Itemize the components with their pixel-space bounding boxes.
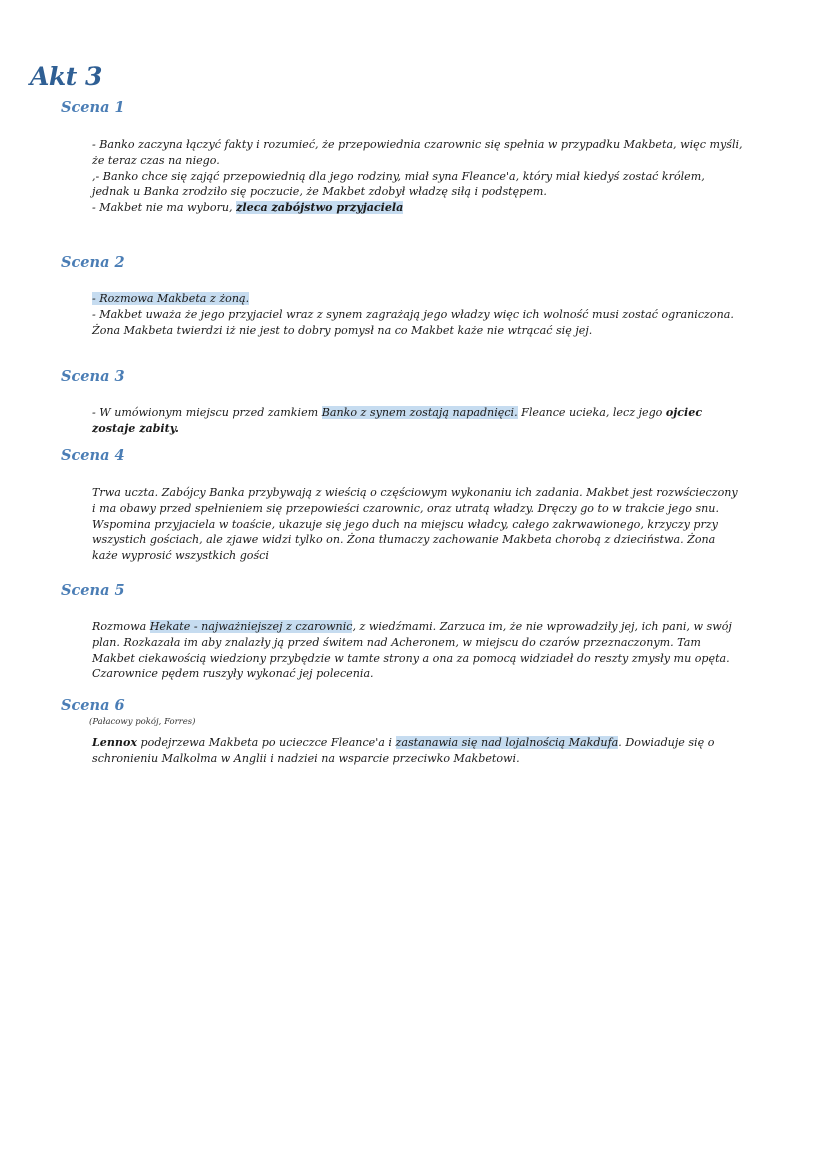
scene-2-paragraph-1: [92, 291, 744, 307]
scene-3-text-a: - W umówionym miejscu przed zamkiem: [92, 406, 322, 419]
scene-6-content: [92, 735, 744, 767]
scene-1-content: [92, 137, 744, 216]
scene-1-highlight: zleca zabójstwo przyjaciela: [236, 201, 404, 215]
scene-2-paragraph-2: - Makbet uważa że jego przyjaciel wraz z synem zagrażają jego władzy więc ich wolność musi zostać ograniczona. Żona Makbeta twierdzi iż nie jest to dobry pomysł na co Makbet każe nie wtrącać się jej.: [92, 307, 734, 337]
scene-5-content: [92, 619, 744, 682]
scene-6-highlight: zastanawia się nad lojalnością Makdufa: [395, 736, 619, 749]
scene-4-title: Scena 4: [61, 447, 125, 464]
scene-6-bold: Lennox: [92, 736, 138, 749]
scene-6-paragraph-1: [92, 735, 744, 767]
scene-3-text-b: Fleance ucieka, lecz jego: [517, 406, 666, 419]
scene-1-paragraph-1: - Banko zaczyna łączyć fakty i rozumieć, że przepowiednia czarownic się spełnia w przypadku Makbeta, więc myśli, że teraz czas na niego.: [92, 138, 743, 167]
scene-5-highlight: Hekate - najważniejszej z czarownic: [149, 620, 353, 633]
scene-5-title: Scena 5: [61, 582, 125, 599]
scene-2-content: [92, 291, 744, 338]
act-title: Akt 3: [30, 62, 102, 91]
scene-3-highlight: Banko z synem zostają napadnięci.: [321, 406, 518, 419]
scene-3-title: Scena 3: [61, 368, 125, 385]
scene-6-text-a: podejrzewa Makbeta po ucieczce Fleance'a i: [137, 736, 396, 749]
scene-3-content: [92, 405, 744, 437]
scene-3-bold: ojciec zostaje zabity.: [92, 406, 703, 435]
scene-4-paragraph-1: Trwa uczta. Zabójcy Banka przybywają z wieścią o częściowym wykonaniu ich zadania. Makbet jest rozwścieczony i ma obawy przed spełnieniem się przepowieści czarownic, oraz utratą władzy. Dręczy go to w trakcie jego snu. Wspomina przyjaciela w toaście, ukazuje się jego duch na miejscu władcy, całego zakrwawionego, krzyczy przy wszystich gościach, ale zjawe widzi tylko on. Żona tłumaczy zachowanie Makbeta chorobą z dzieciństwa. Żona każe wyprosić wszystkich gości: [92, 486, 738, 563]
scene-5-text-a: Rozmowa: [92, 620, 150, 633]
scene-5-paragraph-1: [92, 619, 744, 682]
scene-6-title: Scena 6: [61, 697, 125, 714]
scene-3-paragraph-1: [92, 405, 744, 437]
scene-1-paragraph-2: ,- Banko chce się zająć przepowiednią dla jego rodziny, miał syna Fleance'a, który miał kiedyś zostać królem, jednak u Banka zrodziło się poczucie, że Makbet zdobył władzę siłą i podstępem.: [92, 169, 705, 199]
scene-4-content: [92, 485, 744, 564]
scene-5-text-b: , z wiedźmami. Zarzuca im, że nie wprowadziły jej, ich pani, w swój plan. Rozkazała im aby znalazły ją przed świtem nad Acheronem, w miejscu do czarów przeznaczonym. Tam Makbet ciekawością wiedziony przybędzie w tamte strony a ona za pomocą widziadeł do reszty zmysły mu opęta. Czarownice pędem ruszyły wykonać jej polecenia.: [92, 620, 732, 681]
scene-1-title: Scena 1: [61, 99, 125, 116]
scene-2-title: Scena 2: [61, 254, 125, 271]
scene-2-highlight: - Rozmowa Makbeta z żoną.: [92, 292, 250, 305]
scene-1-paragraph-3: [92, 200, 744, 216]
scene-6-subtitle: (Pałacowy pokój, Forres): [89, 717, 196, 727]
scene-1-p3-text: - Makbet nie ma wyboru,: [92, 201, 237, 215]
scene-6-text-b: . Dowiaduje się o schronieniu Malkolma w Anglii i nadziei na wsparcie przeciwko Makbetowi.: [92, 736, 715, 765]
